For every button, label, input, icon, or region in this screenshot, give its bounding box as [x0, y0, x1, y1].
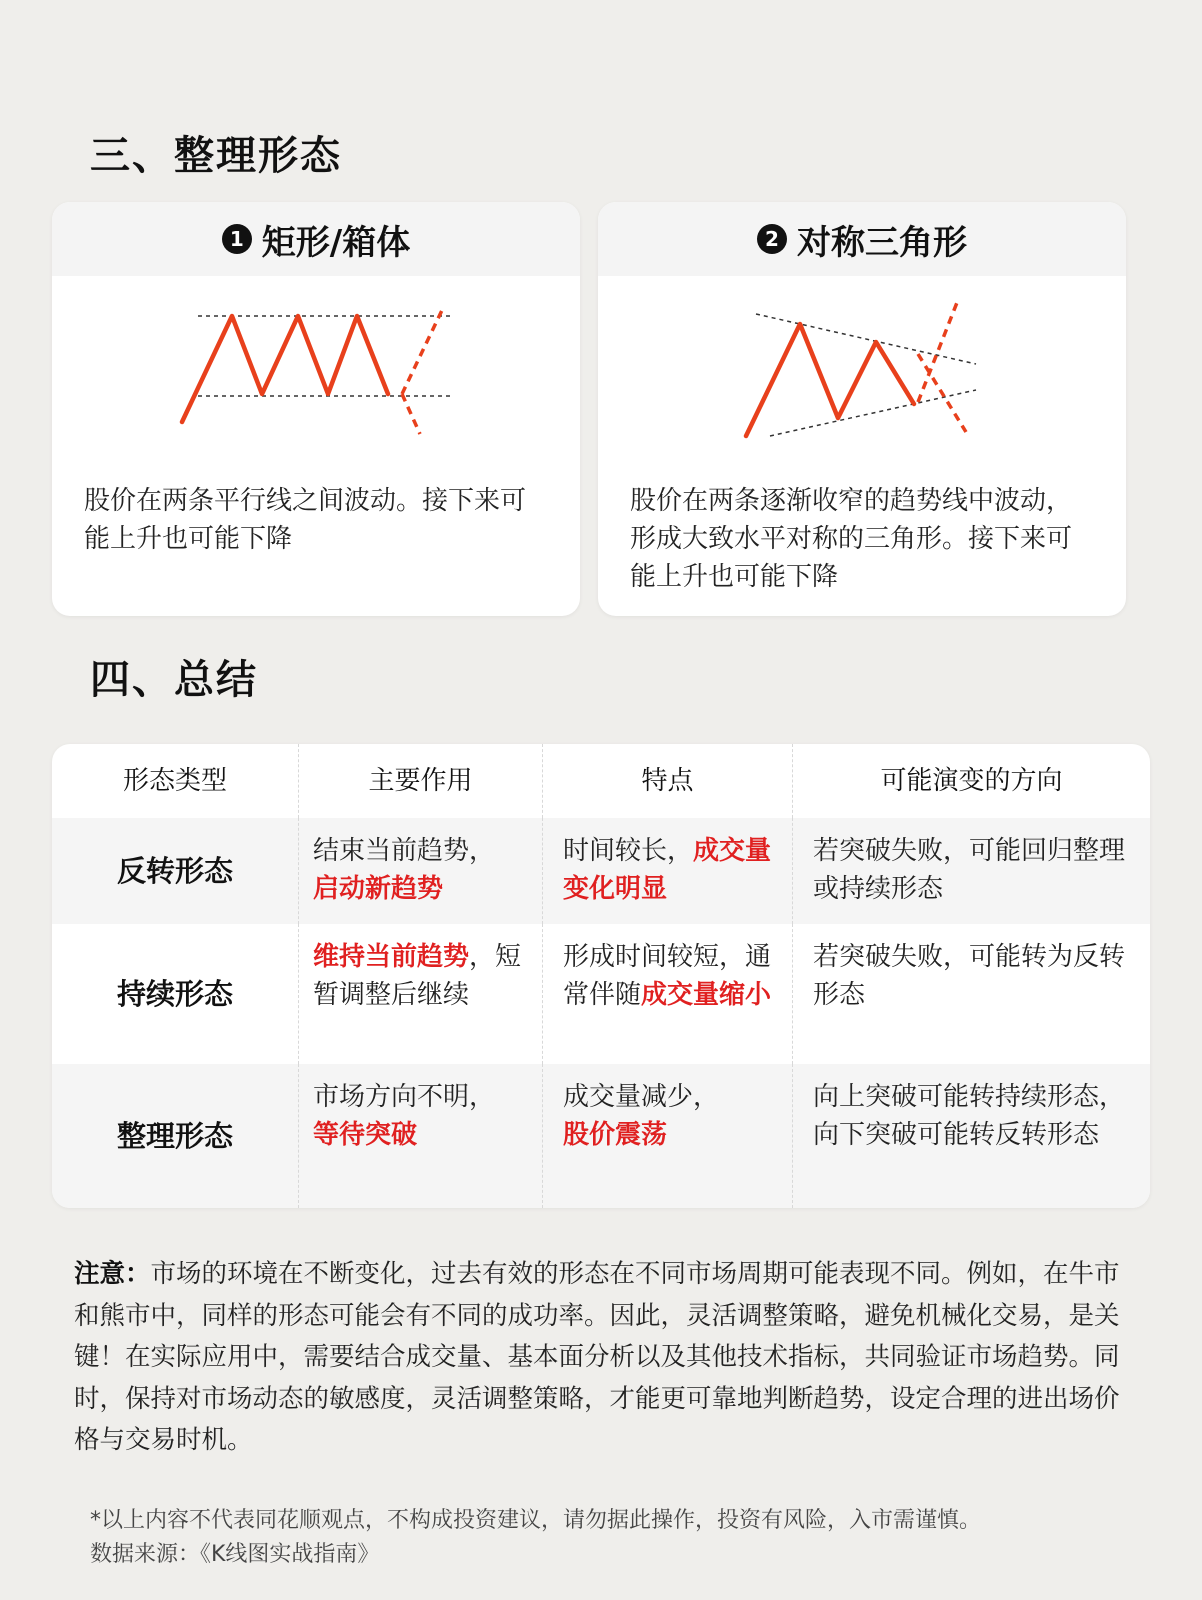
price-line — [746, 324, 914, 436]
section-title-summary: 四、总结 — [90, 657, 258, 703]
number-badge: 2 — [757, 224, 787, 254]
header-direction: 可能演变的方向 — [880, 766, 1063, 796]
price-line — [182, 316, 388, 422]
pattern-card-triangle — [598, 202, 1126, 616]
row-type: 整理形态 — [52, 1064, 299, 1208]
pattern-title: 矩形/箱体 — [261, 222, 411, 263]
row-role: 维持当前趋势，短暂调整后继续 — [299, 924, 543, 1064]
table-row — [52, 818, 1150, 924]
note-paragraph — [74, 1254, 1144, 1462]
pattern-description: 股价在两条逐渐收窄的趋势线中波动，形成大致水平对称的三角形。接下来可能上升也可能下降 — [630, 486, 1073, 592]
rectangle-pattern-diagram — [52, 276, 580, 476]
number-badge: 1 — [222, 224, 252, 254]
note-label: 注意： — [74, 1259, 151, 1289]
triangle-pattern-diagram — [598, 276, 1126, 476]
row-feature: 形成时间较短，通常伴随成交量缩小 — [543, 924, 793, 1064]
pattern-title: 对称三角形 — [797, 222, 967, 263]
row-type: 持续形态 — [52, 924, 299, 1064]
row-role: 市场方向不明， 等待突破 — [299, 1064, 543, 1208]
section-title-consolidation: 三、整理形态 — [90, 133, 342, 179]
row-type: 反转形态 — [52, 818, 299, 924]
breakout-up-line — [402, 306, 444, 394]
row-feature: 成交量减少， 股价震荡 — [543, 1064, 793, 1208]
pattern-card-header — [598, 202, 1126, 276]
table-header-row — [52, 744, 1150, 818]
breakout-up-line — [918, 300, 958, 402]
row-direction: 若突破失败，可能回归整理或持续形态 — [813, 836, 1126, 904]
summary-table — [52, 744, 1150, 1208]
lower-trendline — [770, 390, 976, 436]
header-feature: 特点 — [543, 744, 793, 818]
pattern-card-rectangle — [52, 202, 580, 616]
disclaimer — [90, 1504, 981, 1572]
pattern-card-header — [52, 202, 580, 276]
row-direction: 若突破失败，可能转为反转形态 — [813, 942, 1126, 1010]
row-direction: 向上突破可能转持续形态，向下突破可能转反转形态 — [813, 1082, 1126, 1150]
pattern-description: 股价在两条平行线之间波动。接下来可能上升也可能下降 — [84, 486, 527, 554]
table-row — [52, 924, 1150, 1064]
note-text: 市场的环境在不断变化，过去有效的形态在不同市场周期可能表现不同。例如，在牛市和熊市中，同样的形态可能会有不同的成功率。因此，灵活调整策略，避免机械化交易，是关键！在实际应用中，需要结合成交量、基本面分析以及其他技术指标，共同验证市场趋势。同时，保持对市场动态的敏感度，灵活调整策略，才能更可靠地判断趋势，设定合理的进出场价格与交易时机。 — [74, 1259, 1120, 1455]
breakout-down-line — [918, 354, 966, 432]
breakout-down-line — [402, 394, 420, 434]
header-type: 形态类型 — [52, 744, 299, 818]
disclaimer-line: *以上内容不代表同花顺观点，不构成投资建议，请勿据此操作，投资有风险，入市需谨慎。 — [90, 1508, 982, 1533]
header-role: 主要作用 — [299, 744, 543, 818]
table-row — [52, 1064, 1150, 1208]
row-role: 结束当前趋势， 启动新趋势 — [299, 818, 543, 924]
source-line: 数据来源：《K线图实战指南》 — [90, 1542, 380, 1567]
upper-trendline — [756, 314, 976, 364]
row-feature: 时间较长，成交量变化明显 — [543, 818, 793, 924]
